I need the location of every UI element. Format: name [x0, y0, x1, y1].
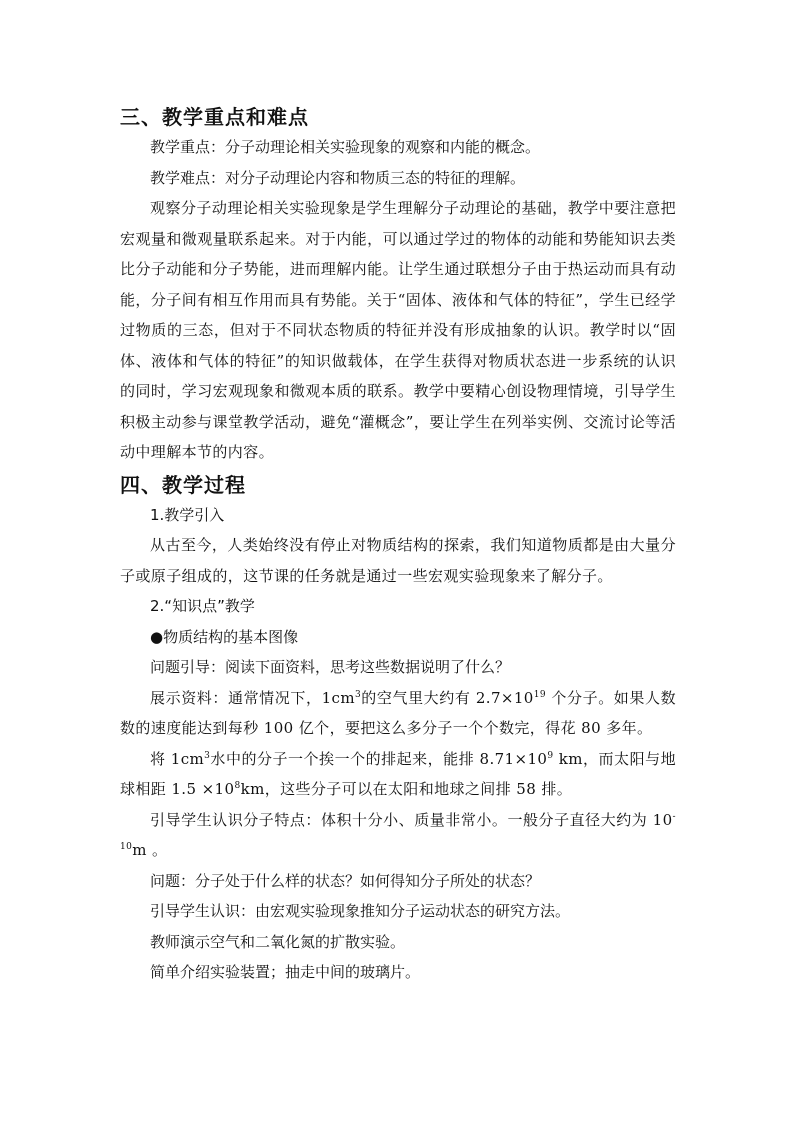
- material2-text-b: 水中的分子一个挨一个的排起来，能排 8.71×10: [210, 749, 548, 768]
- question-intro: 问题引导：阅读下面资料，思考这些数据说明了什么？: [150, 658, 511, 676]
- molecule-size-text-a: 引导学生认识分子特点：体积十分小、质量非常小。一般分子直径大约为 10: [150, 810, 673, 829]
- material1-sup-a: 3: [354, 689, 362, 700]
- bullet-heading: ●物质结构的基本图像: [150, 627, 299, 646]
- section-heading-process: 四、教学过程: [120, 472, 246, 497]
- material1-text-c: 个分子。如果人数数的速度能达到每秒 100 亿个，要把这么多分子一个个数完，得花 80 多年。: [120, 688, 676, 737]
- difficulty-text: 教学难点：对分子动理论内容和物质三态的特征的理解。: [150, 168, 526, 187]
- molecule-size-paragraph: [120, 805, 676, 866]
- demo-text: 教师演示空气和二氧化氮的扩散实验。: [150, 932, 406, 951]
- section3-paragraph: 观察分子动理论相关实验现象是学生理解分子动理论的基础，教学中要注意把宏观量和微观量联系起来。对于内能，可以通过学过的物体的动能和势能知识去类比分子动能和分子势能，进而理解内能。让学生通过联想分子由于热运动而具有动能，分子间有相互作用而具有势能。关于“固体、液体和气体的特征”，学生已经学过物质的三态，但对于不同状态物质的特征并没有形成抽象的认识。教学时以“固体、液体和气体的特征”的知识做载体，在学生获得对物质状态进一步系统的认识的同时，学习宏观现象和微观本质的联系。教学中要精心创设物理情境，引导学生积极主动参与课堂教学活动，避免“灌概念”，要让学生在列举实例、交流讨论等活动中理解本节的内容。: [120, 199, 676, 461]
- material2-sup-c: 8: [234, 781, 241, 791]
- material1-sup-b: 19: [533, 689, 547, 700]
- step1-text: 从古至今，人类始终没有停止对物质结构的探索，我们知道物质都是由大量分子或原子组成的，这节课的任务就是通过一些宏观实验现象来了解分子。: [120, 536, 676, 585]
- material-paragraph-1: [120, 683, 676, 744]
- document-content: [120, 102, 676, 988]
- material1-text-b: 的空气里大约有 2.7×10: [361, 688, 534, 707]
- material2-text-a: 将 1cm: [150, 749, 205, 768]
- material2-text-d: km，这些分子可以在太阳和地球之间排 58 排。: [240, 780, 573, 798]
- material2-sup-a: 3: [204, 750, 211, 761]
- material-paragraph-2: [120, 744, 676, 805]
- apparatus-text: 简单介绍实验装置；抽走中间的玻璃片。: [150, 963, 421, 981]
- section-heading-key-points: 三、教学重点和难点: [120, 105, 309, 129]
- step2-title: 2.“知识点”教学: [150, 597, 255, 615]
- molecule-size-sup: -10: [120, 811, 676, 852]
- key-point-text: 教学重点：分子动理论相关实验现象的观察和内能的概念。: [150, 138, 541, 156]
- material1-text-a: 展示资料：通常情况下，1cm: [150, 688, 355, 707]
- question2-text: 问题：分子处于什么样的状态？如何得知分子所处的状态？: [150, 871, 541, 890]
- material2-sup-b: 9: [547, 750, 554, 761]
- material2-text-c: km，而太阳与地球相距 1.5 ×10: [120, 749, 676, 798]
- molecule-size-text-b: m 。: [132, 841, 168, 859]
- guide2-text: 引导学生认识：由宏观实验现象推知分子运动状态的研究方法。: [150, 902, 571, 920]
- step1-title: 1.教学引入: [150, 505, 225, 524]
